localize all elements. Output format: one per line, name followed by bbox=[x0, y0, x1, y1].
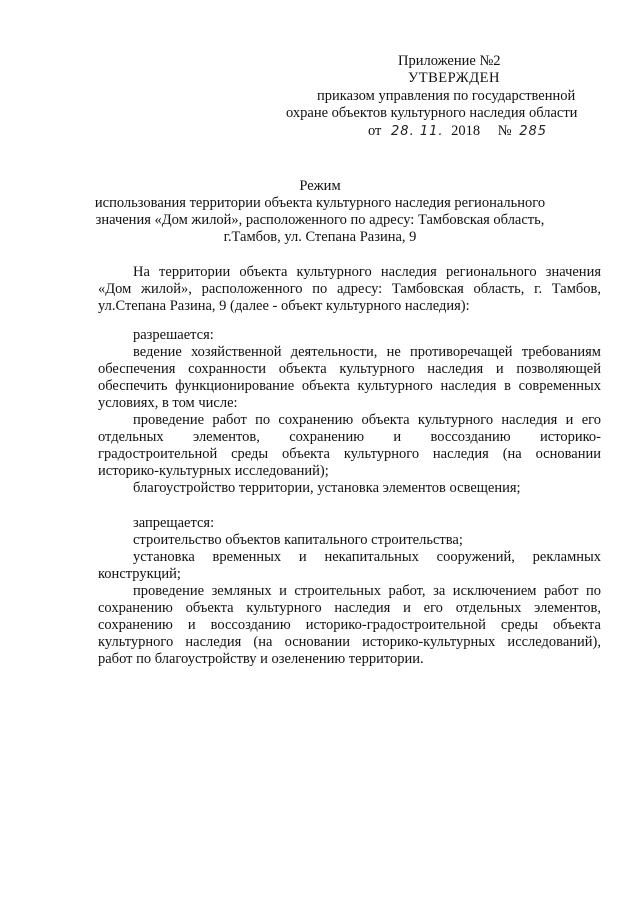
document-heading: Режим bbox=[299, 178, 341, 194]
allowed-item-line: благоустройство территории, установка элементов освещения; bbox=[133, 480, 521, 496]
forbidden-item-line: сохранению и воссозданию историко-градостроительной среды объекта bbox=[98, 617, 601, 633]
forbidden-item-line: сохранению объекта культурного наследия и его отдельных элементов, bbox=[98, 600, 601, 616]
allowed-item-line: отдельных элементов, сохранению и воссозданию историко- bbox=[98, 429, 601, 445]
order-year: 2018 bbox=[451, 123, 481, 139]
document-body bbox=[98, 264, 601, 668]
title-line-2: значения «Дом жилой», расположенного по адресу: Тамбовская область, bbox=[95, 212, 545, 228]
intro-line: «Дом жилой», расположенного по адресу: Тамбовская область, г. Тамбов, bbox=[98, 281, 601, 297]
forbidden-item-line: работ по благоустройству и озеленению территории. bbox=[98, 651, 424, 667]
allowed-item-line: проведение работ по сохранению объекта культурного наследия и его bbox=[133, 412, 601, 428]
date-prefix: от bbox=[368, 123, 382, 139]
title-line-3: г.Тамбов, ул. Степана Разина, 9 bbox=[223, 229, 417, 245]
forbidden-item-line: установка временных и некапитальных сооружений, рекламных bbox=[133, 549, 601, 565]
title-line-1: использования территории объекта культурного наследия регионального bbox=[94, 195, 546, 211]
order-date-line bbox=[368, 123, 547, 140]
allowed-item-line: градостроительной среды объекта культурного наследия (на основании bbox=[98, 446, 601, 462]
forbidden-item-line: проведение земляных и строительных работ, за исключением работ по bbox=[133, 583, 601, 599]
forbidden-item-line: культурного наследия (на основании историко-культурных исследований), bbox=[98, 634, 601, 650]
forbidden-label: запрещается: bbox=[133, 515, 215, 531]
intro-line: ул.Степана Разина, 9 (далее - объект культурного наследия): bbox=[98, 298, 470, 314]
handwritten-number: 285 bbox=[519, 124, 548, 139]
allowed-label: разрешается: bbox=[133, 327, 214, 343]
forbidden-item-line: строительство объектов капитального строительства; bbox=[133, 532, 463, 548]
allowed-item-line: обеспечения сохранности объекта культурного наследия и позволяющей bbox=[98, 361, 601, 377]
allowed-item-line: условиях, в том числе: bbox=[98, 395, 238, 411]
forbidden-item-line: конструкций; bbox=[98, 566, 181, 582]
intro-line: На территории объекта культурного наследия регионального значения bbox=[133, 264, 601, 280]
approved-label: УТВЕРЖДЕН bbox=[408, 70, 500, 86]
number-sign: № bbox=[497, 123, 512, 139]
allowed-item-line: ведение хозяйственной деятельности, не противоречащей требованиям bbox=[133, 344, 601, 360]
order-line-1: приказом управления по государственной bbox=[317, 88, 576, 104]
appendix-label: Приложение №2 bbox=[398, 53, 501, 69]
allowed-item-line: историко-культурных исследований); bbox=[98, 463, 329, 479]
order-line-2: охране объектов культурного наследия области bbox=[286, 105, 578, 121]
handwritten-date: 28. 11. bbox=[391, 124, 444, 139]
allowed-item-line: обеспечить функционирование объекта культурного наследия в современных bbox=[98, 378, 601, 394]
